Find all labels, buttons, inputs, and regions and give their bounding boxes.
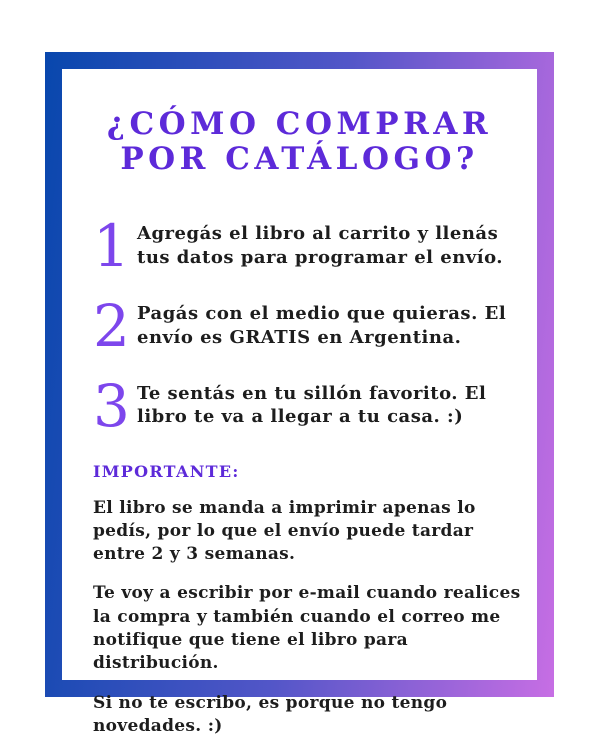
step-number: 3 bbox=[93, 371, 130, 440]
important-paragraph-3: Si no te escribo, es porque no tengo novedades. :) bbox=[93, 692, 448, 736]
step-item-2 bbox=[93, 292, 523, 361]
page-title bbox=[62, 107, 537, 176]
steps-list bbox=[93, 212, 523, 440]
important-paragraph-2: Te voy a escribir por e-mail cuando realices la compra y también cuando el correo me notifique que tiene el libro para distribución. bbox=[93, 583, 521, 674]
important-paragraph-1: El libro se manda a imprimir apenas lo pedís, por lo que el envío puede tardar entre 2 y 3 semanas. bbox=[93, 497, 476, 565]
card-content bbox=[62, 212, 537, 738]
step-text: Te sentás en tu sillón favorito. El libro te va a llegar a tu casa. :) bbox=[137, 382, 487, 428]
title-line-2: POR CATÁLOGO? bbox=[120, 140, 479, 177]
step-item-3 bbox=[93, 371, 523, 440]
step-text: Pagás con el medio que quieras. El envío es GRATIS en Argentina. bbox=[137, 303, 507, 348]
important-heading: IMPORTANTE: bbox=[93, 461, 240, 481]
step-text: Agregás el libro al carrito y llenás tus datos para programar el envío. bbox=[137, 223, 504, 268]
step-number: 1 bbox=[93, 212, 130, 281]
gradient-border-frame bbox=[45, 52, 554, 736]
step-item-1 bbox=[93, 212, 523, 281]
step-number: 2 bbox=[93, 292, 130, 361]
title-line-1: ¿CÓMO COMPRAR bbox=[106, 106, 493, 142]
infographic-card bbox=[62, 69, 537, 736]
